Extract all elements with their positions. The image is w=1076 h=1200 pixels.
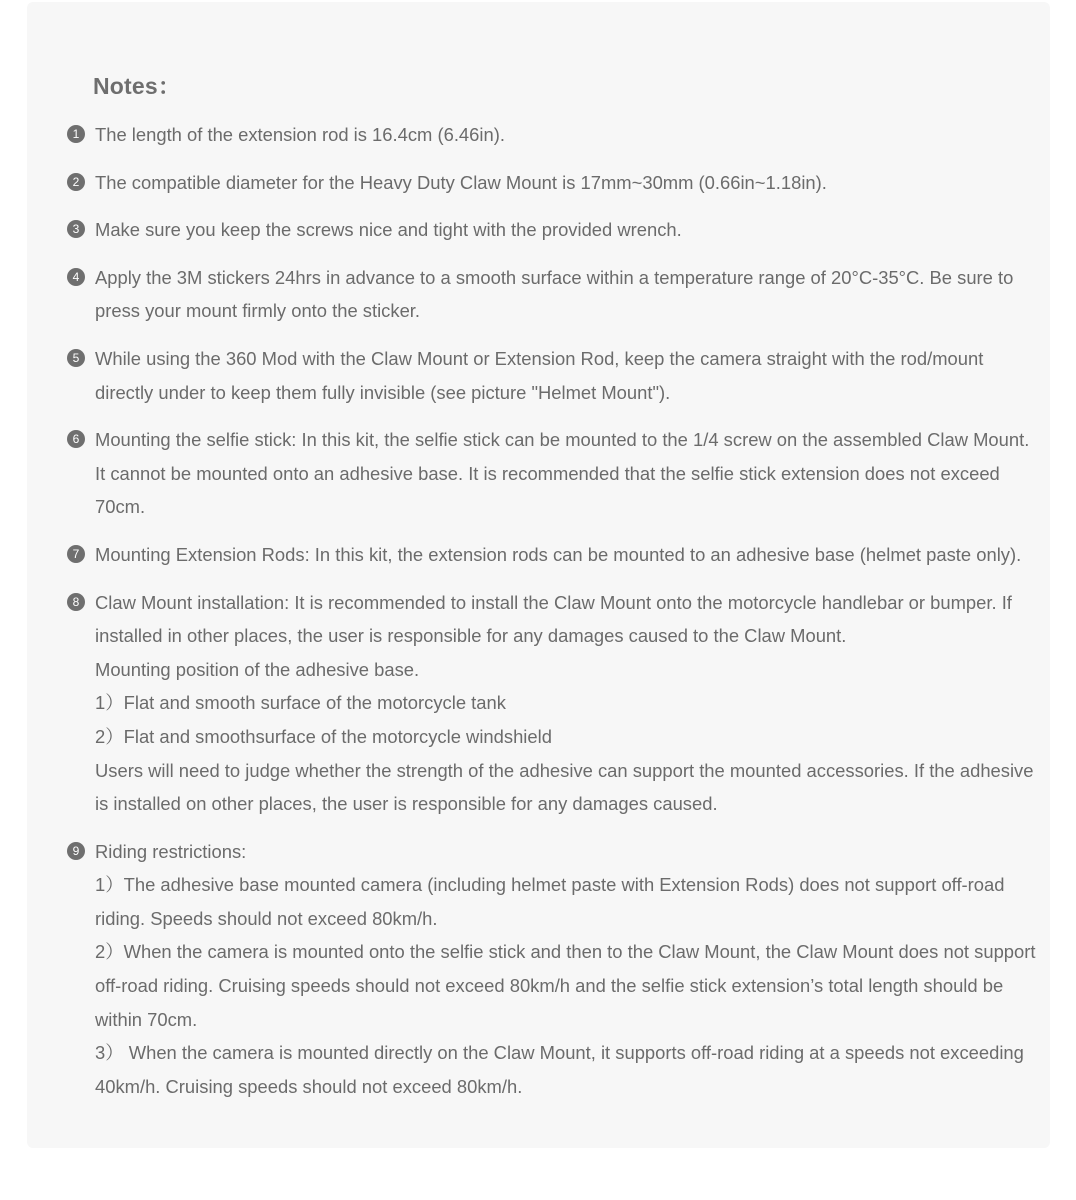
- note-text: 2）Flat and smoothsurface of the motorcycle windshield: [95, 725, 552, 747]
- note-number-badge: 6: [67, 430, 85, 448]
- note-item-3: [66, 213, 1036, 247]
- note-item-8: [66, 586, 1036, 821]
- note-item-5: [66, 342, 1036, 409]
- note-item-1: [66, 118, 1036, 152]
- page-title: Notes：: [93, 73, 182, 99]
- note-item-9: [66, 835, 1036, 1104]
- note-text: 1）The adhesive base mounted camera (including helmet paste with Extension Rods) does not support off-road riding. Speeds should not exceed 80km/h.: [95, 874, 1005, 929]
- note-number-badge: 5: [67, 349, 85, 367]
- note-text: While using the 360 Mod with the Claw Mount or Extension Rod, keep the camera straight with the rod/mount directly under to keep them fully invisible (see picture "Helmet Mount").: [95, 347, 984, 403]
- note-text: Make sure you keep the screws nice and tight with the provided wrench.: [95, 219, 682, 241]
- note-text: Claw Mount installation: It is recommended to install the Claw Mount onto the motorcycle handlebar or bumper. If installed in other places, the user is responsible for any damages caused to the Claw Mount.: [95, 591, 1012, 647]
- note-number-badge: 9: [67, 842, 85, 860]
- note-item-6: [66, 423, 1036, 524]
- note-item-2: [66, 166, 1036, 200]
- note-text: Apply the 3M stickers 24hrs in advance to a smooth surface within a temperature range of 20°C-35°C. Be sure to press your mount firmly onto the sticker.: [95, 266, 1014, 322]
- note-text: The compatible diameter for the Heavy Duty Claw Mount is 17mm~30mm (0.66in~1.18in).: [95, 171, 827, 193]
- note-text: The length of the extension rod is 16.4cm (6.46in).: [95, 124, 505, 145]
- note-number-badge: 8: [67, 593, 85, 611]
- note-number-badge: 1: [67, 125, 85, 143]
- notes-list: [66, 118, 1036, 1117]
- note-item-7: [66, 538, 1036, 572]
- note-text: Mounting Extension Rods: In this kit, the extension rods can be mounted to an adhesive base (helmet paste only).: [95, 543, 1022, 565]
- note-number-badge: 7: [67, 545, 85, 563]
- note-number-badge: 2: [67, 173, 85, 191]
- note-text: Users will need to judge whether the strength of the adhesive can support the mounted accessories. If the adhesive is installed on other places, the user is responsible for any damages caused.: [95, 759, 1034, 815]
- note-item-4: [66, 261, 1036, 328]
- note-text: Mounting the selfie stick: In this kit, the selfie stick can be mounted to the 1/4 screw on the assembled Claw Mount. It cannot be mounted onto an adhesive base. It is recommended that the selfie stick extension does not exceed 70cm.: [95, 429, 1030, 518]
- note-text: 2）When the camera is mounted onto the selfie stick and then to the Claw Mount, the Claw Mount does not support off-road riding. Cruising speeds should not exceed 80km/h and the selfie stick extension’s total length should be within 70cm.: [95, 941, 1036, 1030]
- note-number-badge: 3: [67, 220, 85, 238]
- note-number-badge: 4: [67, 268, 85, 286]
- note-text: Riding restrictions:: [95, 840, 247, 862]
- note-text: Mounting position of the adhesive base.: [95, 658, 420, 680]
- note-text: 3） When the camera is mounted directly on the Claw Mount, it supports off-road riding at a speeds not exceeding 40km/h. Cruising speeds should not exceed 80km/h.: [95, 1042, 1024, 1097]
- note-text: 1）Flat and smooth surface of the motorcycle tank: [95, 692, 506, 714]
